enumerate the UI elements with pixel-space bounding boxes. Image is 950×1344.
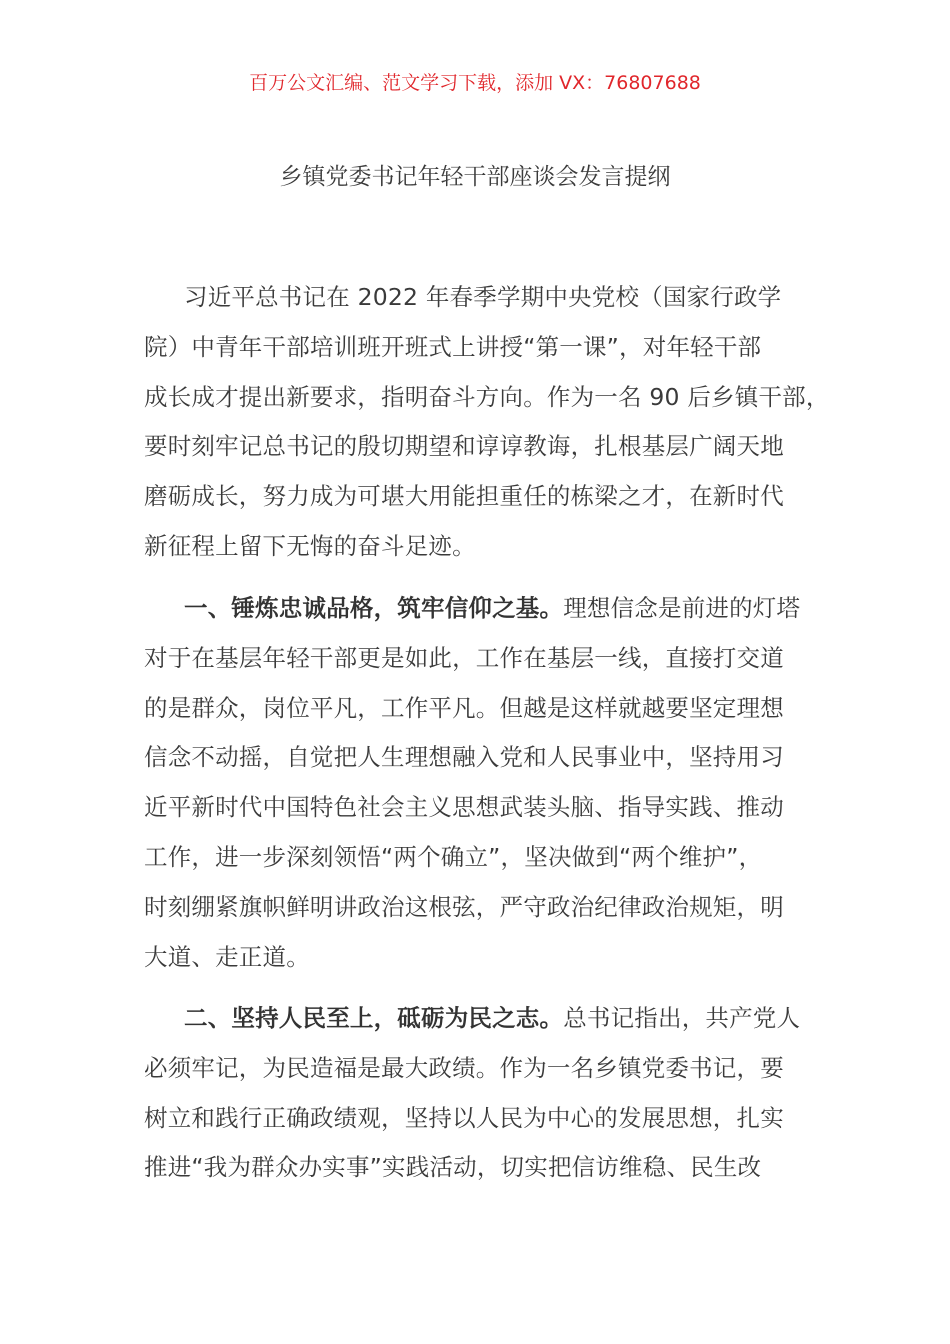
paragraph-section-2 xyxy=(144,994,824,1193)
text-line: 磨砺成长，努力成为可堪大用能担重任的栋梁之才，在新时代 xyxy=(144,482,784,511)
text-line: 树立和践行正确政绩观，坚持以人民为中心的发展思想，扎实 xyxy=(144,1103,784,1132)
section-heading: 一、锤炼忠诚品格，筑牢信仰之基。 xyxy=(184,594,564,622)
paragraph-section-1 xyxy=(144,584,824,982)
text-line xyxy=(144,584,824,634)
watermark-header: 百万公文汇编、范文学习下载，添加 VX：76807688 xyxy=(249,72,701,94)
text-line: 对于在基层年轻干部更是如此，工作在基层一线，直接打交道 xyxy=(144,643,784,672)
section-heading: 二、坚持人民至上，砥砺为民之志。 xyxy=(184,1004,564,1032)
text-line: 新征程上留下无悔的奋斗足迹。 xyxy=(144,531,476,560)
text-span: 总书记指出，共产党人 xyxy=(563,1004,801,1032)
text-line: 院）中青年干部培训班开班式上讲授“第一课”，对年轻干部 xyxy=(144,332,762,361)
text-line: 推进“我为群众办实事”实践活动，切实把信访维稳、民生改 xyxy=(144,1153,762,1182)
text-line: 的是群众，岗位平凡，工作平凡。但越是这样就越要坚定理想 xyxy=(144,693,784,722)
text-line: 必须牢记，为民造福是最大政绩。作为一名乡镇党委书记，要 xyxy=(144,1053,784,1082)
text-span: 理想信念是前进的灯塔 xyxy=(563,594,801,622)
text-line xyxy=(144,994,824,1044)
paragraph-intro xyxy=(144,273,830,572)
text-line: 工作，进一步深刻领悟“两个确立”，坚决做到“两个维护”， xyxy=(144,842,763,871)
text-line: 大道、走正道。 xyxy=(144,942,310,971)
text-line: 时刻绷紧旗帜鲜明讲政治这根弦，严守政治纪律政治规矩，明 xyxy=(144,892,784,921)
text-line: 要时刻牢记总书记的殷切期望和谆谆教诲，扎根基层广阔天地 xyxy=(144,432,784,461)
text-line: 习近平总书记在 2022 年春季学期中央党校（国家行政学 xyxy=(184,283,782,311)
text-line: 近平新时代中国特色社会主义思想武装头脑、指导实践、推动 xyxy=(144,793,784,822)
text-line: 成长成才提出新要求，指明奋斗方向。作为一名 90 后乡镇干部， xyxy=(144,382,830,411)
document-title: 乡镇党委书记年轻干部座谈会发言提纲 xyxy=(279,164,671,190)
text-line: 信念不动摇，自觉把人生理想融入党和人民事业中，坚持用习 xyxy=(144,743,784,772)
